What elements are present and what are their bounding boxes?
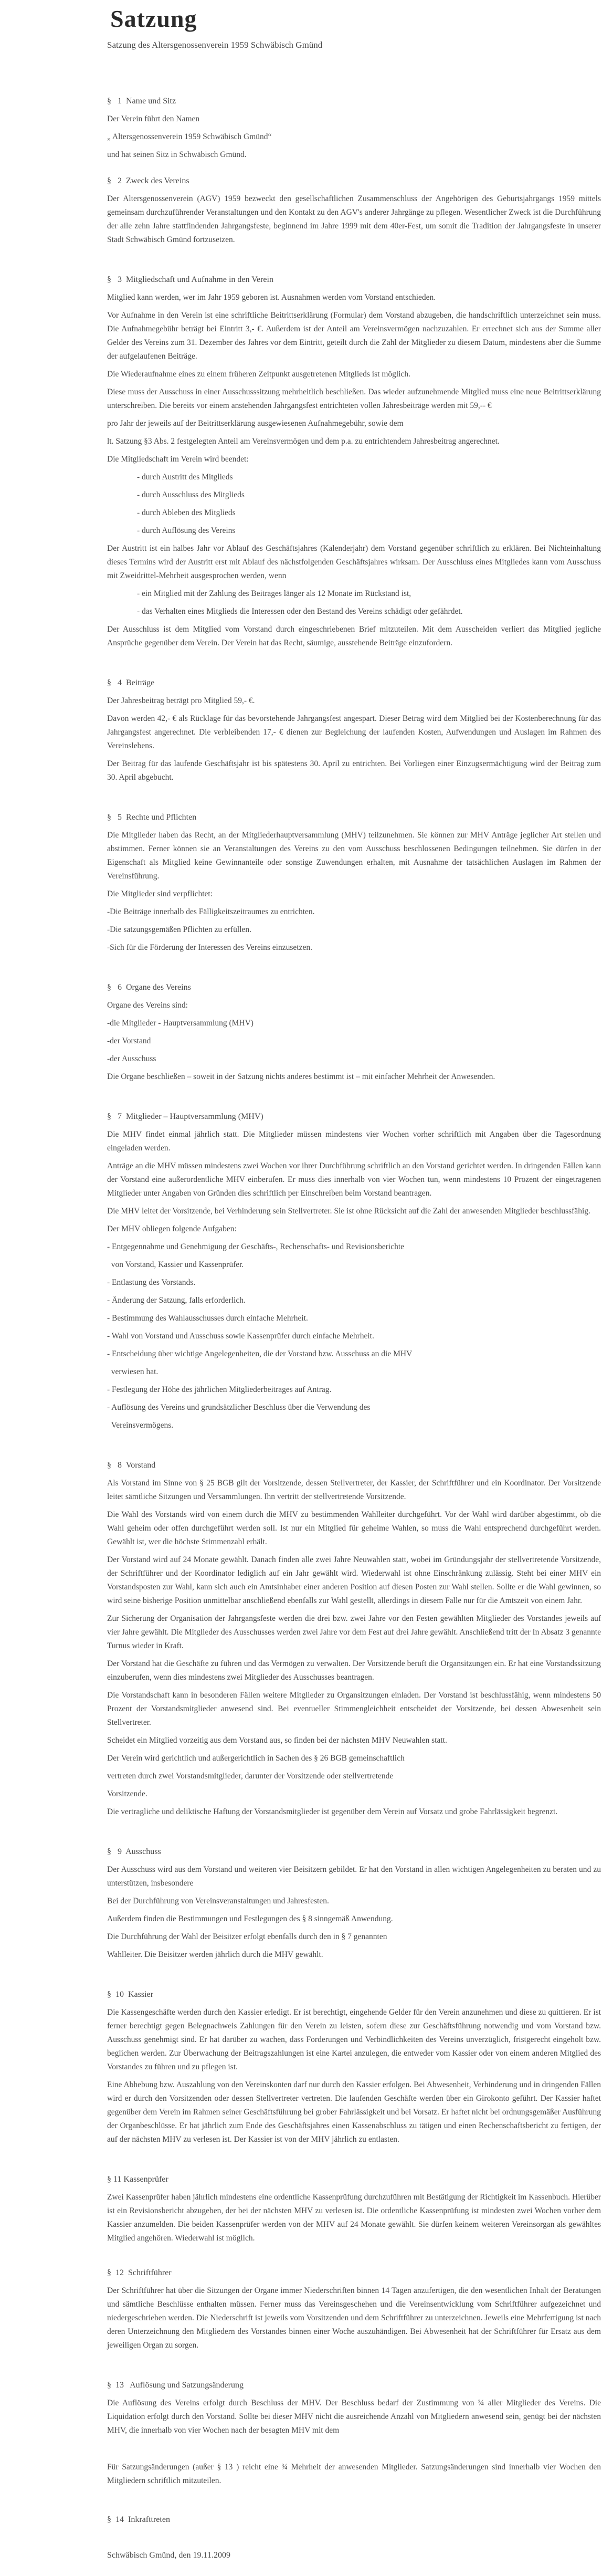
list-item: - Entlastung des Vorstands. — [107, 1278, 196, 1287]
paragraph: Die Auflösung des Vereins erfolgt durch Beschluss der MHV. Der Beschluss bedarf der Zustimmung von ¾ aller Mitglieder des Vereins. Die Liquidation erfolgt durch den Vorstand. Sollte bei dieser MHV nicht die ausreichende Anzahl von Mitgliedern anwesend sein, genügt bei der nächsten MHV, die innerhalb von vier Wochen nach der besagten MHV mit dem — [107, 2399, 601, 2435]
paragraph: und hat seinen Sitz in Schwäbisch Gmünd. — [107, 150, 247, 160]
section-14-inkrafttreten — [107, 2513, 601, 2527]
paragraph: Anträge an die MHV müssen mindestens zwei Wochen vor ihrer Durchführung schriftlich an den Vorstand gerichtet werden. In dringenden Fällen kann der Vorstand eine außerordentliche MHV einberufen. Er muss dies innerhalb von vier Wochen tun, wenn mindestens 10 Prozent der eingetragenen Mitglieder unter Angaben von Gründen dies schriftlich per Einschreiben beim Vorstand beantragen. — [107, 1161, 601, 1198]
section-heading: § 13 Auflösung und Satzungsänderung — [107, 2381, 244, 2390]
list-item: -Die satzungsgemäßen Pflichten zu erfüllen. — [107, 925, 252, 935]
exclusion-reasons-list — [107, 587, 601, 619]
paragraph: Der MHV obliegen folgende Aufgaben: — [107, 1224, 237, 1234]
member-duties-list — [107, 905, 601, 955]
list-item: Wahlleiter. Die Beisitzer werden jährlich durch die MHV gewählt. — [107, 1950, 323, 1960]
paragraph: Die Organe beschließen – soweit in der Satzung nichts anderes bestimmt ist – mit einfacher Mehrheit der Anwesenden. — [107, 1072, 495, 1082]
paragraph: Bei der Durchführung von Vereinsveranstaltungen und Jahresfesten. — [107, 1897, 329, 1906]
beisitzer-wahl-lines — [107, 1930, 601, 1962]
section-heading: § 5 Rechte und Pflichten — [107, 813, 197, 822]
section-heading: § 7 Mitglieder – Hauptversammlung (MHV) — [107, 1112, 263, 1122]
paragraph: Die MHV leitet der Vorsitzende, bei Verhinderung sein Stellvertreter. Sie ist ohne Rücksicht auf die Zahl der anwesenden Mitglieder beschlussfähig. — [107, 1207, 590, 1216]
section-13-aufloesung-und-satzungsaenderung — [107, 2379, 601, 2488]
list-item: - Auflösung des Vereins und grundsätzlicher Beschluss über die Verwendung des — [107, 1403, 371, 1412]
section-heading: § 14 Inkrafttreten — [107, 2515, 170, 2525]
list-item: - Änderung der Satzung, falls erforderlich. — [107, 1296, 246, 1305]
paragraph: Der Ausschuss wird aus dem Vorstand und weiteren vier Beisitzern gebildet. Er hat den Vorstand in allen wichtigen Angelegenheiten zu beraten und zu unterstützen, insbesondere — [107, 1865, 601, 1888]
section-heading: § 6 Organe des Vereins — [107, 983, 191, 992]
paragraph: Organe des Vereins sind: — [107, 1001, 188, 1010]
paragraph: Der Altersgenossenverein (AGV) 1959 bezweckt den gesellschaftlichen Zusammenschluss der Angehörigen des Geburtsjahrgangs 1959 mittels gemeinsam durchzuführender Veranstaltungen und den Kontakt zu den AGV's anderer Jahrgänge zu pflegen. Wesentlicher Zweck ist die Durchführung der alle zehn Jahre stattfindenden Jahrgangsfeste, beginnend im Jahre 1999 mit dem 40er-Fest, um somit die Tradition der Jahrgangsfeste in unserer Stadt Schwäbisch Gmünd fortzusetzen. — [107, 194, 601, 245]
section-10-kassier — [107, 1988, 601, 2146]
list-item: Die Durchführung der Wahl der Beisitzer erfolgt ebenfalls durch den in § 7 genannten — [107, 1932, 387, 1942]
representation-lines — [107, 1752, 601, 1801]
document-subtitle: Satzung des Altersgenossenverein 1959 Schwäbisch Gmünd — [107, 40, 323, 50]
list-item: vertreten durch zwei Vorstandsmitglieder, darunter der Vorsitzende oder stellvertretende — [107, 1772, 394, 1781]
paragraph: Als Vorstand im Sinne von § 25 BGB gilt der Vorsitzende, dessen Stellvertreter, der Kassier, der Schriftführer und ein Koordinator. Der Vorsitzende leitet sämtliche Sitzungen und Versammlungen. Ihn vertritt der stellvertretende Vorsitzende. — [107, 1479, 601, 1502]
paragraph: lt. Satzung §3 Abs. 2 festgelegten Anteil am Vereinsvermögen und dem p.a. zu entrichtendem Jahresbeitrag angerechnet. — [107, 437, 500, 446]
list-item: - durch Auflösung des Vereins — [137, 526, 236, 536]
list-item: -Sich für die Förderung der Interessen des Vereins einzusetzen. — [107, 943, 312, 952]
section-heading: § 2 Zweck des Vereins — [107, 176, 189, 186]
section-8-vorstand — [107, 1459, 601, 1819]
list-item: -Die Beiträge innerhalb des Fälligkeitszeitraumes zu entrichten. — [107, 907, 315, 917]
paragraph: Der Verein führt den Namen — [107, 114, 200, 124]
paragraph: Die Mitgliedschaft im Verein wird beendet: — [107, 455, 249, 464]
document-title: Satzung — [110, 5, 197, 32]
list-item: - Wahl von Vorstand und Ausschuss sowie Kassenprüfer durch einfache Mehrheit. — [107, 1332, 374, 1341]
section-1-name-und-sitz — [107, 95, 601, 162]
paragraph: Eine Abhebung bzw. Auszahlung von den Vereinskonten darf nur durch den Kassier erfolgen. Bei Abwesenheit, Verhinderung und in dringenden Fällen wird er durch den Vorsitzenden oder dessen Stellvertreter vertreten. Die laufenden Geschäfte werden über ein Girokonto geführt. Der Kassier haftet gegenüber dem Verein im Rahmen seiner Geschäftsführung bei grober Fahrlässigkeit und bei Vorsatz. Er haftet nicht bei ordnungsgemäßer Ausführung der Organbeschlüsse. Er hat jährlich zum Ende des Geschäftsjahres einen Kassenabschluss zu tätigen und einen Rechenschaftsbericht zu fertigen, der auf der nächsten MHV zu verlesen ist. Der Kassier ist von der MHV jährlich zu entlasten. — [107, 2080, 601, 2144]
section-heading: § 12 Schriftführer — [107, 2268, 172, 2278]
place-date-line: Schwäbisch Gmünd, den 19.11.2009 — [107, 2551, 230, 2560]
paragraph: Der Vorstand hat die Geschäfte zu führen und das Vermögen zu verwalten. Der Vorsitzende beruft die Organsitzungen ein. Er hat eine Vorstandssitzung einzuberufen, wenn dies mindestens zwei Mitglieder des Ausschusses beantragen. — [107, 1659, 601, 1682]
list-item: Vereinsvermögens. — [107, 1421, 174, 1430]
section-heading: § 3 Mitgliedschaft und Aufnahme in den Verein — [107, 275, 273, 285]
list-item: verwiesen hat. — [107, 1367, 159, 1377]
section-heading: § 4 Beiträge — [107, 678, 155, 688]
paragraph: Der Beitrag für das laufende Geschäftsjahr ist bis spätestens 30. April zu entrichten. Bei Vorliegen einer Einzugsermächtigung wird der Beitrag zum 30. April abgebucht. — [107, 759, 601, 782]
list-item: von Vorstand, Kassier und Kassenprüfer. — [107, 1260, 244, 1270]
paragraph: Der Jahresbeitrag beträgt pro Mitglied 59,- €. — [107, 696, 255, 706]
paragraph: Vor Aufnahme in den Verein ist eine schriftliche Beitrittserklärung (Formular) dem Vorstand abzugeben, die handschriftlich unterzeichnet sein muss. Die Aufnahmegebühr beträgt bei Eintritt 3,- €. Außerdem ist der Anteil am Vereinsvermögen nachzuzahlen. Er errechnet sich aus der Summe aller Gelder des Vereins zum 31. Dezember des Jahres vor dem Eintritt, geteilt durch die Zahl der Mitglieder zu diesem Datum, mindestens aber die Summe der aufgelaufenen Beiträge. — [107, 311, 601, 361]
section-11-kassenpruefer — [107, 2173, 601, 2245]
paragraph: Der Vorstand wird auf 24 Monate gewählt. Danach finden alle zwei Jahre Neuwahlen statt, wobei im Gründungsjahr der stellvertretende Vorsitzende, der Schriftführer und der Koordinator lediglich auf ein Jahr gewählt wird. Wiederwahl ist ohne Einschränkung zulässig. Steht bei einer MHV ein Vorstandsposten zur Wahl, kann sich auch ein Amtsinhaber einer anderen Position auf diesen Posten zur Wahl stellen. Sollte er die Wahl gewinnen, so wird seine bisherige Position unmittelbar anschließend ebenfalls zur Wahl gestellt, allerdings in diesem Falle nur für die Amtszeit von einem Jahr. — [107, 1555, 601, 1606]
section-3-mitgliedschaft — [107, 273, 601, 650]
paragraph: Für Satzungsänderungen (außer § 13 ) reicht eine ¾ Mehrheit der anwesenden Mitglieder. Satzungsänderungen sind innerhalb vier Wochen den Mitgliedern schriftlich mitzuteilen. — [107, 2463, 601, 2486]
list-item: - das Verhalten eines Mitglieds die Interessen oder den Bestand des Vereins schädigt oder gefährdet. — [137, 607, 463, 616]
section-4-beitraege — [107, 676, 601, 784]
paragraph: Der Schriftführer hat über die Sitzungen der Organe immer Niederschriften binnen 14 Tagen anzufertigen, die den wesentlichen Inhalt der Beratungen und sämtliche Beschlüsse enthalten müssen. Ferner muss das Vereinsgeschehen und die Vereinsentwicklung vom Schriftführer aufgezeichnet und niedergeschrieben werden. Die Niederschrift ist jeweils vom Vorsitzenden und dem Schriftführer zu unterzeichnen. Jeweils eine Mehrfertigung ist nach deren Unterzeichnung den Mitgliedern des Vorstandes binnen einer Woche auszuhändigen. Bei Abwesenheit hat der Schriftführer für Ersatz aus dem jeweiligen Organ zu sorgen. — [107, 2286, 601, 2350]
paragraph: Die Mitglieder haben das Recht, an der Mitgliederhauptversammlung (MHV) teilzunehmen. Sie können zur MHV Anträge jeglicher Art stellen und abstimmen. Ferner können sie an Veranstaltungen des Vereins zu den vom Ausschuss beschlossenen Bedingungen teilnehmen. Sie dürfen in der Eigenschaft als Mitglied keine Gewinnanteile oder sonstige Zuwendungen erhalten, mit Ausnahme der tatsächlichen Auslagen im Rahmen der Vereinsführung. — [107, 831, 601, 881]
list-item: - Bestimmung des Wahlausschusses durch einfache Mehrheit. — [107, 1314, 308, 1323]
list-item: -der Ausschuss — [107, 1054, 156, 1064]
paragraph: Die Wiederaufnahme eines zu einem früheren Zeitpunkt ausgetretenen Mitglieds ist möglich. — [107, 370, 410, 379]
organs-list — [107, 1017, 601, 1066]
section-heading: § 1 Name und Sitz — [107, 97, 176, 106]
list-item: - Entgegennahme und Genehmigung der Geschäfts-, Rechenschafts- und Revisionsberichte — [107, 1242, 405, 1252]
paragraph: Die Kassengeschäfte werden durch den Kassier erledigt. Er ist berechtigt, eingehende Gelder für den Verein anzunehmen und diese zu quittieren. Er ist ferner berechtigt gegen Belegnachweis Zahlungen für den Verein zu leisten, sofern diese zur Geschäftsführung notwendig und vom Vorstand bzw. Ausschuss genehmigt sind. Er hat darüber zu wachen, dass Forderungen und Verbindlichkeiten des Vereins unverzüglich, fristgerecht eingeholt bzw. beglichen werden. Zur Überwachung der Beitragszahlungen ist eine Kartei anzulegen, die entweder vom Kassier oder von einem anderen Mitglied des Vorstandes zu führen und zu pflegen ist. — [107, 2008, 601, 2072]
paragraph: pro Jahr der jeweils auf der Beitrittserklärung ausgewiesenen Aufnahmegebühr, sowie dem — [107, 419, 404, 428]
paragraph: Der Ausschluss ist dem Mitglied vom Vorstand durch eingeschriebenen Brief mitzuteilen. Mit dem Ausscheiden verliert das Mitglied jegliche Ansprüche gegenüber dem Verein. Der Verein hat das Recht, säumige, ausstehende Beiträge einzufordern. — [107, 625, 601, 648]
paragraph: Die Mitglieder sind verpflichtet: — [107, 889, 213, 899]
list-item: - durch Ableben des Mitglieds — [137, 508, 236, 518]
paragraph: Die vertragliche und deliktische Haftung der Vorstandsmitglieder ist gegenüber dem Verein auf Vorsatz und grobe Fahrlässigkeit begrenzt. — [107, 1807, 558, 1817]
list-item: -der Vorstand — [107, 1036, 151, 1046]
section-9-ausschuss — [107, 1845, 601, 1962]
section-heading: § 8 Vorstand — [107, 1461, 156, 1470]
paragraph: Der Austritt ist ein halbes Jahr vor Ablauf des Geschäftsjahres (Kalenderjahr) dem Vorstand gegenüber schriftlich zu erklären. Bei Nichteinhaltung dieses Termins wird der Austritt erst mit Ablauf des nächstfolgenden Geschäftsjahres wirksam. Der Ausschluss eines Mitgliedes kann vom Ausschuss mit Zweidrittel-Mehrheit ausgesprochen werden, wenn — [107, 544, 601, 581]
section-heading: § 11 Kassenprüfer — [107, 2175, 168, 2184]
paragraph: Diese muss der Ausschuss in einer Ausschusssitzung mehrheitlich beschließen. Das wieder aufzunehmende Mitglied muss eine neue Beitrittserklärung unterschreiben. Die bereits vor einem anstehenden Jahrgangsfest entrichteten vollen Jahresbeiträge werden mit 59,-- € — [107, 388, 601, 411]
list-item: Der Verein wird gerichtlich und außergerichtlich in Sachen des § 26 BGB gemeinschaftlich — [107, 1754, 405, 1763]
mhv-tasks-list — [107, 1240, 601, 1432]
list-item: - durch Ausschluss des Mitglieds — [137, 490, 245, 500]
section-heading: § 10 Kassier — [107, 1990, 153, 1999]
section-2-zweck-des-vereins — [107, 174, 601, 247]
list-item: - ein Mitglied mit der Zahlung des Beitrages länger als 12 Monate im Rückstand ist, — [137, 589, 411, 599]
paragraph: Die Vorstandschaft kann in besonderen Fällen weitere Mitglieder zu Organsitzungen einladen. Der Vorstand ist beschlussfähig, wenn mindestens 50 Prozent der Vorstandsmitglieder anwesend sind. Bei eventueller Stimmengleichheit entscheidet der Vorsitzende, bei dessen Abwesenheit sein Stellvertreter. — [107, 1691, 601, 1727]
section-7-mitglieder-hauptversammlung — [107, 1110, 601, 1432]
paragraph: Mitglied kann werden, wer im Jahr 1959 geboren ist. Ausnahmen werden vom Vorstand entschieden. — [107, 293, 436, 302]
list-item: - durch Austritt des Mitglieds — [137, 473, 233, 482]
section-5-rechte-und-pflichten — [107, 811, 601, 955]
list-item: -die Mitglieder - Hauptversammlung (MHV) — [107, 1019, 254, 1028]
list-item: - Festlegung der Höhe des jährlichen Mitgliederbeitrages auf Antrag. — [107, 1385, 332, 1395]
paragraph: Außerdem finden die Bestimmungen und Festlegungen des § 8 sinngemäß Anwendung. — [107, 1914, 393, 1924]
paragraph: Zwei Kassenprüfer haben jährlich mindestens eine ordentliche Kassenprüfung durchzuführen mit Bestätigung der Richtigkeit im Kassenbuch. Hierüber ist ein Revisionsbericht abzugeben, der bei der nächsten MHV zu verlesen ist. Die ordentliche Kassenprüfung ist mindesten zwei Wochen vorher dem Kassier anzumelden. Die beiden Kassenprüfer werden von der MHV auf 24 Monate gewählt. Sie dürfen keinem weiteren Vereinsorgan als gewähltes Mitglied angehören. Wiederwahl ist möglich. — [107, 2193, 601, 2243]
section-heading: § 9 Ausschuss — [107, 1847, 161, 1857]
paragraph: Davon werden 42,- € als Rücklage für das bevorstehende Jahrgangsfest angespart. Dieser Betrag wird dem Mitglied bei der Kostenberechnung für das Jahrgangsfest angerechnet. Die verbleibenden 17,- € dienen zur Begleichung der laufenden Kosten, Aufwendungen und Auslagen im Rahmen des Vereinslebens. — [107, 714, 601, 751]
section-12-schriftfuehrer — [107, 2266, 601, 2352]
membership-end-list — [107, 470, 601, 538]
list-item: Vorsitzende. — [107, 1789, 147, 1799]
paragraph: Die MHV findet einmal jährlich statt. Die Mitglieder müssen mindestens vier Wochen vorher schriftlich mit Angaben über die Tagesordnung eingeladen werden. — [107, 1130, 601, 1153]
section-6-organe-des-vereins — [107, 981, 601, 1084]
list-item: - Entscheidung über wichtige Angelegenheiten, die der Vorstand bzw. Ausschuss an die MHV — [107, 1349, 413, 1359]
paragraph: „ Altersgenossenverein 1959 Schwäbisch Gmünd“ — [107, 132, 272, 142]
paragraph: Zur Sicherung der Organisation der Jahrgangsfeste werden die drei bzw. zwei Jahre vor den Festen gewählten Mitglieder des Vorstandes jeweils auf vier Jahre gewählt. Die Mitglieder des Ausschusses werden zwei Jahre vor dem Fest auf drei Jahre gewählt. Anschließend tritt der In Absatz 3 genannte Turnus wieder in Kraft. — [107, 1614, 601, 1651]
paragraph: Die Wahl des Vorstands wird von einem durch die MHV zu bestimmenden Wahlleiter durchgeführt. Vor der Wahl wird darüber abgestimmt, ob die Wahl geheim oder offen durchgeführt werden soll. Ist nur ein Mitglied für geheime Wahlen, so muss die Wahl entsprechend durchgeführt werden. Gewählt ist, wer die höchste Stimmenzahl erhält. — [107, 1510, 601, 1547]
paragraph: Scheidet ein Mitglied vorzeitig aus dem Vorstand aus, so finden bei der nächsten MHV Neuwahlen statt. — [107, 1736, 447, 1745]
